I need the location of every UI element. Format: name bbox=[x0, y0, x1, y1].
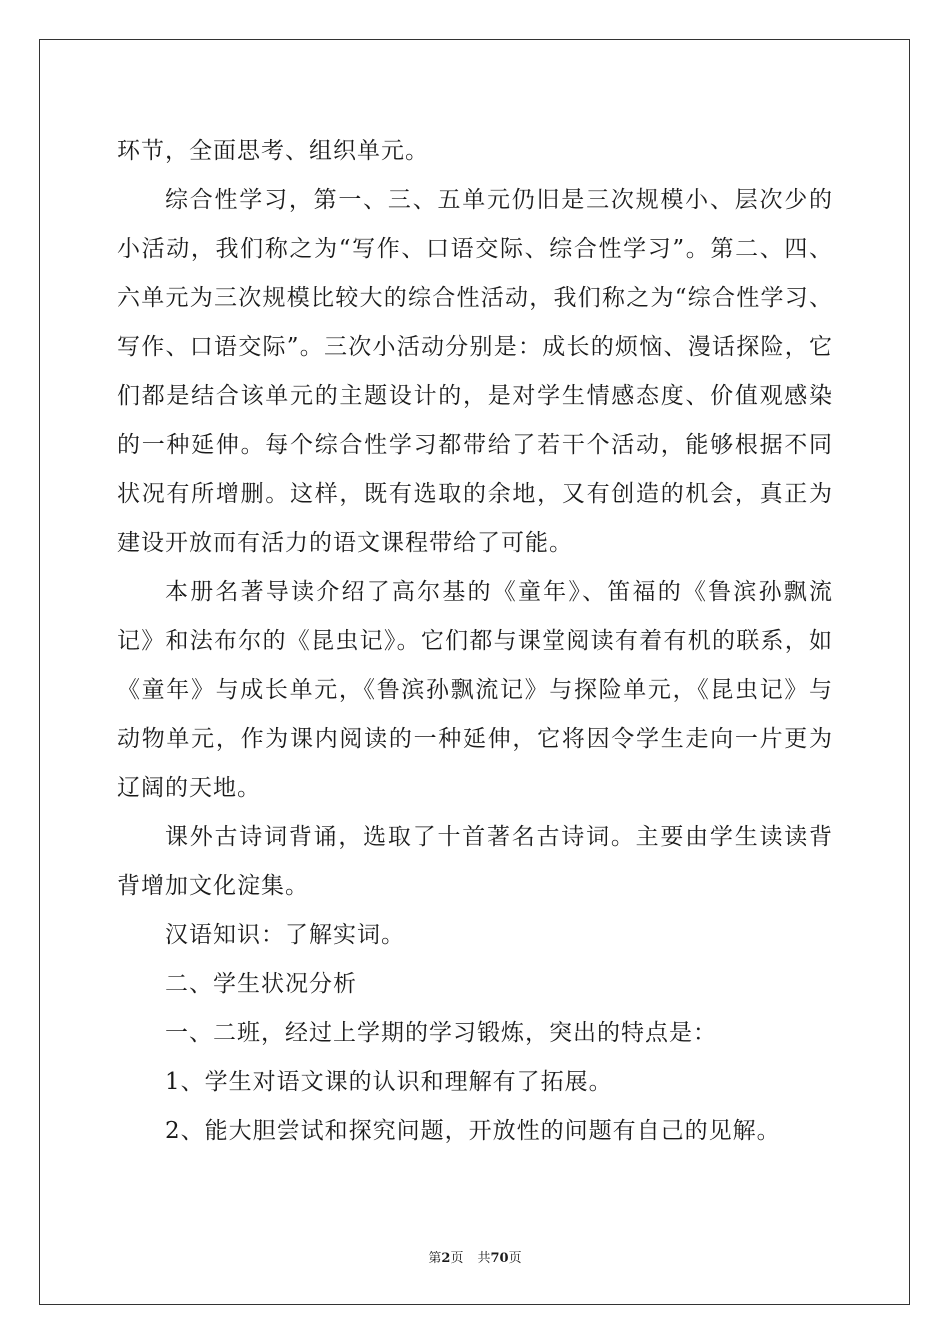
paragraph-3: 本册名著导读介绍了高尔基的《童年》、笛福的《鲁滨孙飘流记》和法布尔的《昆虫记》。它们都与课堂阅读有着有机的联系，如《童年》与成长单元，《鲁滨孙飘流记》与探险单元，《昆虫记》与动物单元，作为课内阅读的一种延伸，它将因令学生走向一片更为辽阔的天地。 bbox=[117, 579, 833, 801]
total-prefix: 共 bbox=[477, 1251, 491, 1266]
page-prefix: 第 bbox=[428, 1251, 442, 1266]
list-item-1: 1、学生对语文课的认识和理解有了拓展。 bbox=[165, 1069, 613, 1095]
page-suffix: 页 bbox=[450, 1251, 464, 1266]
paragraph-2: 综合性学习，第一、三、五单元仍旧是三次规模小、层次少的小活动，我们称之为“写作、口语交际、综合性学习”。第二、四、六单元为三次规模比较大的综合性活动，我们称之为“综合性学习、写作、口语交际”。三次小活动分别是：成长的烦恼、漫话探险，它们都是结合该单元的主题设计的，是对学生情感态度、价值观感染的一种延伸。每个综合性学习都带给了若干个活动，能够根据不同状况有所增删。这样，既有选取的余地，又有创造的机会，真正为建设开放而有活力的语文课程带给了可能。 bbox=[117, 187, 833, 556]
page-footer bbox=[0, 1247, 950, 1266]
document-body bbox=[117, 127, 833, 1156]
list-item-2: 2、能大胆尝试和探究问题，开放性的问题有自己的见解。 bbox=[165, 1118, 781, 1144]
paragraph-1: 环节，全面思考、组织单元。 bbox=[117, 138, 429, 164]
total-pages: 70 bbox=[490, 1251, 509, 1266]
paragraph-4: 课外古诗词背诵，选取了十首著名古诗词。主要由学生读读背背增加文化淀集。 bbox=[117, 824, 833, 899]
paragraph-7: 一、二班，经过上学期的学习锻炼，突出的特点是： bbox=[165, 1020, 717, 1046]
section-heading: 二、学生状况分析 bbox=[165, 971, 357, 997]
page-number: 2 bbox=[441, 1251, 451, 1266]
paragraph-5: 汉语知识：了解实词。 bbox=[165, 922, 405, 948]
total-suffix: 页 bbox=[508, 1251, 522, 1266]
